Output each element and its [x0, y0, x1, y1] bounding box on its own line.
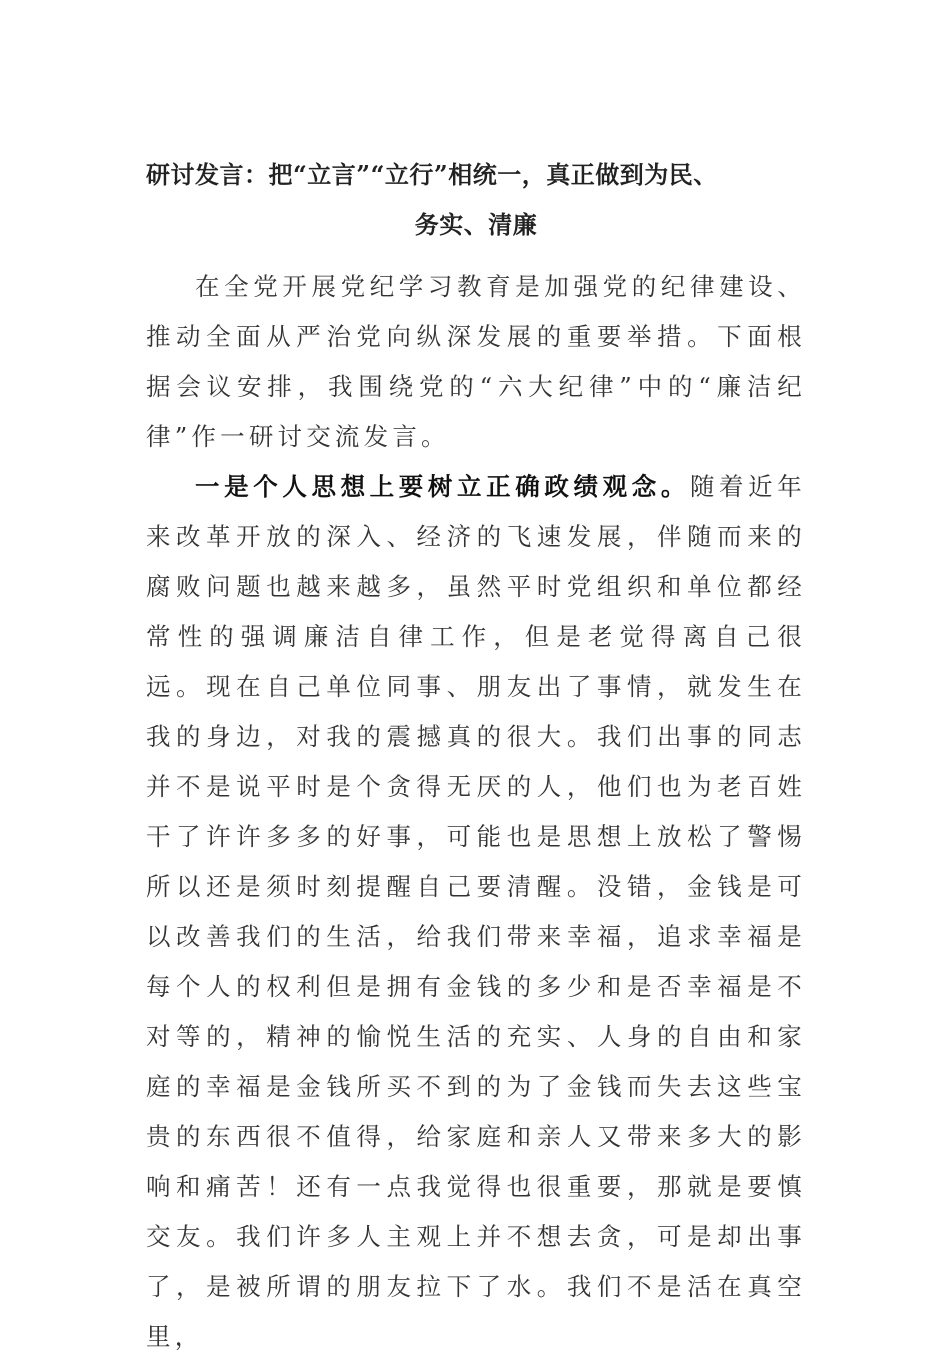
title-line-2: 务实、清廉 — [414, 210, 538, 239]
title-line-1: 研讨发言：把“立言”“立行”相统一，真正做到为民、 — [146, 160, 718, 189]
section-one-heading: 一是个人思想上要树立正确政绩观念。 — [195, 472, 690, 501]
document-body — [146, 262, 806, 1362]
intro-paragraph: 在全党开展党纪学习教育是加强党的纪律建设、推动全面从严治党向纵深发展的重要举措。下面根据会议安排，我围绕党的“六大纪律”中的“廉洁纪律”作一研讨交流发言。 — [146, 272, 806, 451]
section-one-text: 随着近年来改革开放的深入、经济的飞速发展，伴随而来的腐败问题也越来越多，虽然平时党组织和单位都经常性的强调廉洁自律工作，但是老觉得离自己很远。现在自己单位同事、朋友出了事情，就发生在我的身边，对我的震撼真的很大。我们出事的同志并不是说平时是个贪得无厌的人，他们也为老百姓干了许许多多的好事，可能也是思想上放松了警惕所以还是须时刻提醒自己要清醒。没错，金钱是可以改善我们的生活，给我们带来幸福，追求幸福是每个人的权利但是拥有金钱的多少和是否幸福是不对等的，精神的愉悦生活的充实、人身的自由和家庭的幸福是金钱所买不到的为了金钱而失去这些宝贵的东西很不值得，给家庭和亲人又带来多大的影响和痛苦！还有一点我觉得也很重要，那就是要慎交友。我们许多人主观上并不想去贪，可是却出事了，是被所谓的朋友拉下了水。我们不是活在真空里， — [146, 472, 806, 1351]
section-one-paragraph — [146, 462, 806, 1362]
document-title — [146, 150, 806, 250]
